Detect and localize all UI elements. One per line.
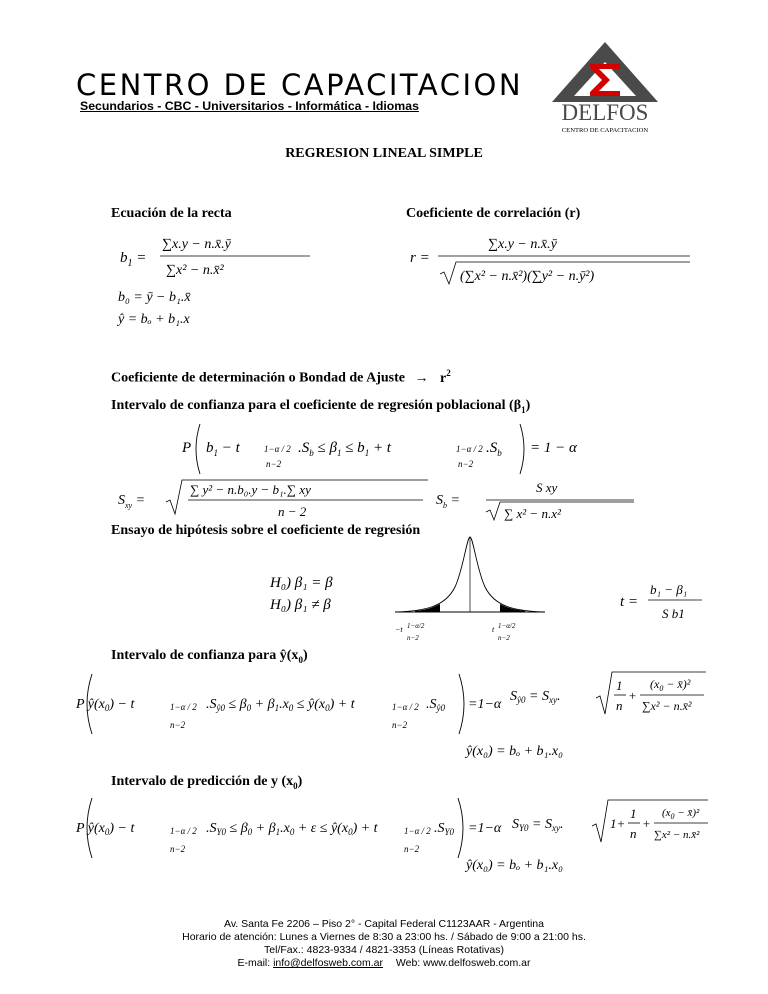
- svg-text:n−2: n−2: [458, 459, 474, 469]
- svg-text:1+: 1+: [610, 816, 626, 831]
- brand-title: CENTRO DE CAPACITACION: [76, 68, 524, 102]
- svg-text:1: 1: [616, 678, 623, 693]
- formula-t: [620, 582, 710, 632]
- determinacion-label: Coeficiente de determinación o Bondad de Ajuste: [111, 370, 405, 386]
- t-numerator: b₁ − β₁: [650, 582, 688, 597]
- svg-text:n−2: n−2: [170, 844, 186, 854]
- formula-s-y0: [512, 796, 712, 848]
- svg-text:1−α / 2: 1−α / 2: [392, 702, 419, 712]
- footer-web[interactable]: Web: www.delfosweb.com.ar: [395, 957, 531, 969]
- svg-text:P ŷ(x0) − t: P $ŷ(x_0) - t$: [76, 697, 135, 713]
- svg-text:.Sb: $.S_b$: [486, 440, 502, 458]
- hypothesis-h0-equal: H₀) β₁ = β: [270, 575, 333, 591]
- svg-text:n: n: [616, 698, 623, 713]
- intervalo-y-label: Intervalo de confianza para ŷ(x: [111, 648, 299, 663]
- svg-text:n−2: n−2: [170, 720, 186, 730]
- svg-text:SY0 = Sxy.: $S_{Y0} = S_{xy}$.: [512, 817, 564, 833]
- svg-text:−t: −t: [395, 625, 403, 634]
- svg-text:1−α / 2: 1−α / 2: [170, 826, 197, 836]
- sxy-denominator: n − 2: [278, 504, 307, 519]
- heading-intervalo-y: Intervalo de confianza para $ŷ(x_0)$: [111, 648, 308, 665]
- svg-text:n−2: n−2: [392, 720, 408, 730]
- svg-text:n−2: n−2: [498, 634, 510, 642]
- formula-prediction-interval: [74, 792, 514, 864]
- logo-text: DELFOS: [561, 100, 649, 125]
- formula-interval-yhat: [74, 668, 502, 740]
- brand-subtitle: Secundarios - CBC - Universitarios - Informática - Idiomas: [80, 99, 419, 113]
- svg-text:1−α / 2: 1−α / 2: [404, 826, 431, 836]
- formula-sxy: [118, 478, 438, 522]
- logo-subtext: CENTRO DE CAPACITACION: [561, 127, 649, 134]
- svg-text:P: P: [182, 440, 192, 456]
- heading-intervalo-beta: Intervalo de confianza para el coeficiente de regresión poblacional $(\beta_1)$: [111, 398, 531, 415]
- svg-text:∑x² − n.x̄²: ∑x² − n.x̄²: [642, 699, 692, 713]
- heading-prediccion: Intervalo de predicción de y $(x_0)$: [111, 774, 303, 791]
- svg-text:n−2: n−2: [404, 844, 420, 854]
- svg-text:+: +: [642, 816, 651, 831]
- svg-text:= 1 − α: = 1 − α: [530, 440, 577, 456]
- formula-yhat0-a: ŷ(x₀) = bₒ + b₁.x₀: [466, 744, 563, 759]
- svg-text:.Sŷ0 ≤ β0 + β1.x0 ≤ ŷ(x0) + t: $.S_{ŷ0} \le \beta_0 + \beta_1.x_0$ ≤ $ŷ(x_0) + t$: [206, 697, 355, 713]
- t-denominator: S b1: [662, 606, 685, 621]
- footer-email-label: E-mail:: [237, 957, 271, 969]
- footer-email-link[interactable]: info@delfosweb.com.ar: [273, 957, 383, 969]
- svg-text:Sb =: $S_b$ =: [436, 493, 460, 510]
- svg-text:r =: r =: [410, 250, 430, 266]
- svg-text:n: n: [630, 826, 637, 841]
- footer-hours: Horario de atención: Lunes a Viernes de 8:30 a 23:00 hs. / Sábado de 9:00 a 21:00 hs.: [182, 931, 586, 943]
- footer-phone: Tel/Fax.: 4823-9334 / 4821-3353 (Líneas Rotativas): [264, 944, 504, 956]
- formula-s-yhat0: [510, 668, 710, 720]
- svg-text:.Sb ≤ β1 ≤ b1 + t: $.S_b \le \beta_1 \le b_1 + t$: [298, 440, 391, 458]
- formula-yhat0-b: ŷ(x₀) = bₒ + b₁.x₀: [466, 858, 563, 873]
- heading-ecuacion: Ecuación de la recta: [111, 206, 232, 221]
- sb-numerator: S xy: [536, 480, 558, 495]
- heading-ensayo: Ensayo de hipótesis sobre el coeficiente de regresión: [111, 523, 421, 538]
- svg-text:n−2: n−2: [266, 459, 282, 469]
- r-denominator: (∑x² − n.x̄²)(∑y² − n.ȳ²): [460, 269, 595, 284]
- normal-distribution-curve: [395, 532, 565, 652]
- formula-yhat: ŷ = bₒ + b₁.x: [118, 312, 190, 327]
- svg-text:t =: t =: [620, 594, 639, 610]
- r-numerator: ∑x.y − n.x̄.ȳ: [488, 237, 557, 252]
- intervalo-beta-label: Intervalo de confianza para el coeficiente de regresión poblacional (β: [111, 398, 522, 413]
- formula-b0: b₀ = ȳ − b₁.x̄: [118, 290, 191, 305]
- svg-text:1−α / 2: 1−α / 2: [170, 702, 197, 712]
- svg-text:P ŷ(x0) − t: P $ŷ(x_0) - t$: [76, 821, 135, 837]
- svg-text:+: +: [628, 688, 637, 703]
- heading-determinacion: Coeficiente de determinación o Bondad de Ajuste → $r^2$: [111, 368, 451, 386]
- svg-text:n−2: n−2: [407, 634, 419, 642]
- delfos-logo: [550, 40, 660, 134]
- sxy-numerator: ∑ y² − n.b₀.y − b₁.∑ xy: [190, 482, 311, 497]
- formula-p-beta: [180, 420, 577, 478]
- svg-text:∑x² − n.x̄²: ∑x² − n.x̄²: [654, 829, 700, 841]
- svg-text:1−α / 2: 1−α / 2: [456, 444, 483, 454]
- svg-text:=1−α: =1−α: [468, 697, 502, 712]
- svg-text:Sŷ0 = Sxy.: $S_{ŷ0} = S_{xy}$.: [510, 689, 561, 705]
- formula-sb: [436, 478, 636, 524]
- svg-text:.Sŷ0: $.S_{ŷ0}$: [426, 697, 445, 713]
- svg-text:(x0 − x̄)²: ($x_0$ − x̄)²: [662, 807, 700, 821]
- svg-text:Sxy =: $S_{xy}$ =: [118, 493, 146, 510]
- svg-text:=1−α: =1−α: [468, 821, 502, 836]
- svg-text:.SY0 ≤ β0 + β1.x0 + ε ≤ ŷ(x0): $.S_{Y0} \le \beta_0 + \beta_1.x_0 + \varepsilon$ ≤ $ŷ(x_0) + t$: [206, 821, 378, 837]
- b1-numerator: ∑x.y − n.x̄.ȳ: [162, 237, 231, 252]
- svg-text:1: 1: [630, 806, 637, 821]
- footer-contact: [0, 957, 768, 970]
- svg-text:1−α/2: 1−α/2: [498, 622, 516, 630]
- heading-correlacion: Coeficiente de correlación (r): [406, 206, 581, 221]
- svg-text:1−α/2: 1−α/2: [407, 622, 425, 630]
- page-title: REGRESION LINEAL SIMPLE: [285, 146, 483, 161]
- b1-denominator: ∑x² − n.x̄²: [166, 263, 224, 278]
- svg-text:b1 − t: $b_1 - t$: [206, 440, 240, 458]
- determinacion-symbol: r: [439, 370, 447, 386]
- svg-text:.SY0: $.S_{Y0}$: [434, 821, 455, 837]
- prediccion-label: Intervalo de predicción de y (x: [111, 774, 294, 789]
- footer: [0, 918, 768, 970]
- svg-text:1−α / 2: 1−α / 2: [264, 444, 291, 454]
- hypothesis-h0-not-equal: H₀) β₁ ≠ β: [270, 597, 331, 613]
- svg-text:b1 =: $b_1$ =: [120, 250, 147, 269]
- svg-text:t: t: [492, 625, 495, 634]
- sb-denominator: ∑ x² − n.x²: [504, 506, 561, 521]
- formula-r: [408, 232, 698, 292]
- footer-address: Av. Santa Fe 2206 – Piso 2° - Capital Federal C1123AAR - Argentina: [224, 918, 544, 930]
- svg-text:(x0 − x̄)²: ($x_0$ − x̄)²: [650, 677, 691, 693]
